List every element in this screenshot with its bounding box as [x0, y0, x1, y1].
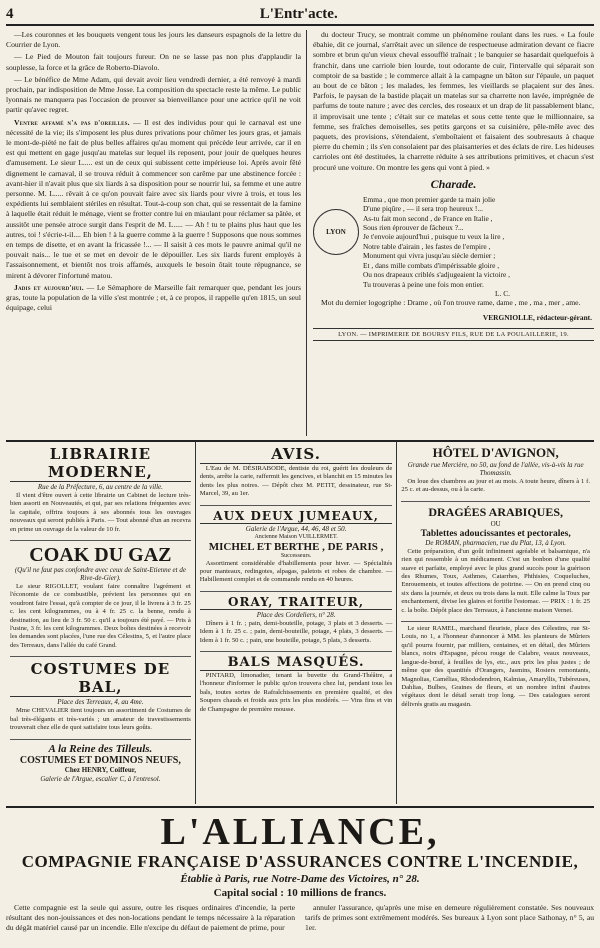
ad-avis — [200, 442, 393, 506]
ad-dragees — [401, 502, 590, 622]
ad-hotel-avignon — [401, 442, 590, 502]
newspaper-page — [6, 4, 594, 940]
ad-text: Assortiment considérable d'habillements pour hiver. — Spécialités pour manteaux, redingotes, alpagas, paletots et robes de chambre. — Habillement complet et de commande rendu en 40 heures. — [199, 559, 393, 584]
ad-text: Chez HENRY, Coiffeur, — [64, 765, 136, 774]
verse-line: Sous rien éprouver de fâcheux ?... — [362, 223, 464, 233]
ad-name: MICHEL ET BERTHE , DE PARIS , — [208, 540, 384, 553]
alliance-title: L'ALLIANCE, — [160, 811, 440, 853]
ad-deux-jumeaux — [200, 506, 393, 592]
ad-ramel — [401, 622, 590, 715]
verse-line: As-tu fait mon second , de France en Italie , — [362, 213, 493, 223]
ad-reine-tilleuls — [10, 740, 191, 788]
ad-text: On loue des chambres au jour et au mois. A toute heure, dîners à 1 f. 25 c. et au-dessus, ou à la carte. — [401, 478, 590, 494]
news-paragraph: — Le Pied de Mouton fait toujours fureur. On ne se lasse pas non plus d'applaudir la souplesse, la force et la grâce de Roberto-Diavolo. — [6, 52, 301, 72]
ad-subtitle: Place des Cordeliers, n° 28. — [256, 610, 336, 619]
ad-text: Cette préparation, d'un goût infiniment agréable et balsamique, n'a rien qui ressemble à un médicament. C'est un bonbon d'une qualité suave et parfaite, employé avec le plus grand succès pour la guérison des Rhumes, Toux, Asthmes, Catarrhes, Phthisies, Coqueluches, Enrouements, et toutes affections de poitrine. — On en prend cinq ou six dans la journée, et deux ou trois dans la nuit. Elle calme la Toux par enchantement, divise les glaires et fortifie l'estomac. — PRIX : 1 fr. 25 c. la boîte. Dépôt place des Terreaux, à l'ancienne maison Vernet. — [401, 547, 590, 614]
advertisements — [6, 440, 594, 804]
ad-text: Le sieur RIGOLLET, voulant faire connaître l'agrément et l'économie de ce combustible, prévient les personnes qui en voudront faire l'essai, qu'à compter de ce jour, il le livrera à 3 fr. 25 c. les cent kilogrammes, ou à 4 fr. 25 c. la benne, rendu à destination, au lieu de 3 fr. 50 c. qu'il a toujours été payé. — Pris à l'usine, 3 fr. les cent kilogrammes. Deux boîtes destinées à recevoir les demandes sont placées, l'une rue des Célestins, 5, et l'autre place des Terreaux, dans l'allée du café Grand. — [10, 583, 191, 649]
ventre-lead: Ventre affamé n'a pas d'oreilles. — [14, 117, 130, 127]
ad-title: BALS MASQUÉS. — [200, 655, 393, 671]
verse-line: Ou nos drapeaux criblés s'adjugeaient la victoire , — [362, 270, 511, 280]
ad-title: AUX DEUX JUMEAUX, — [200, 509, 393, 524]
news-paragraph: — Le bénéfice de Mme Adam, qui devait avoir lieu vendredi dernier, a été renvoyé à mardi prochain, par indisposition de Mme Josse. La composition du spectacle reste la même. Le public lyonnais ne manquera pas l'occasion de prouver sa bienveillance pour une actrice qu'il ne voit partir qu'avec regret. — [6, 74, 301, 115]
ad-subtitle: Place des Terreaux, 4, au 4me. — [57, 698, 144, 707]
page-header — [6, 4, 594, 26]
ads-column-1 — [6, 442, 196, 804]
news-paragraph: —Les couronnes et les bouquets vengent tous les jours les danseurs espagnols de la lettre du Courrier de Lyon. — [6, 30, 301, 50]
city-seal-icon — [313, 209, 359, 255]
ad-or: OU — [490, 519, 501, 528]
logogriphe-answer: Mot du dernier logogriphe : Drame , où l'on trouve rame, dame , me , ma , mer , ame. — [320, 298, 581, 308]
ad-subtitle: (Qu'il ne faut pas confondre avec ceux de Saint-Etienne et de Rive-de-Gier). — [14, 566, 186, 583]
right-column — [307, 30, 594, 436]
ad-title: COAK DU GAZ — [29, 544, 172, 567]
verse-author: L. C. — [495, 288, 511, 298]
ad-oray — [200, 592, 393, 652]
ad-librairie — [10, 442, 191, 541]
ad-subtitle: Galerie de l'Argue, 44, 46, 48 et 50. — [245, 524, 347, 533]
ad-text: Galerie de l'Argue, escalier C, à l'entresol. — [40, 774, 161, 783]
alliance-capital: Capital social : 10 millions de francs. — [213, 887, 387, 899]
verse-line: Emma , que mon premier garde ta main jolie — [362, 194, 496, 204]
ad-text: L'Eau de M. DÉSIRABODE, dentiste du roi, guérit les douleurs de dents, arrête la carie, raffermit les gencives, et blanchit en 15 minutes les dents les plus noires. — Dépôt chez M. PETIT, dessinateur, rue St-Marcel, 39, au 1er. — [199, 465, 393, 498]
verse-line: Notre table d'airain , les fastes de l'empire , — [362, 241, 491, 251]
ad-title: COSTUMES DE BAL, — [10, 660, 191, 697]
jadis-article — [6, 283, 301, 314]
ad-title: HÔTEL D'AVIGNON, — [432, 445, 559, 460]
verse-line: Je t'envoie aujourd'hui , puisque tu veux la lire , — [362, 232, 505, 242]
alliance-advert — [6, 806, 594, 935]
ventre-article — [6, 118, 301, 281]
alliance-body — [6, 903, 594, 935]
ads-column-3 — [397, 442, 594, 804]
ad-title: ORAY, TRAITEUR, — [200, 595, 393, 610]
jadis-lead: Jadis et aujourd'hui. — [14, 282, 84, 292]
ads-column-2 — [196, 442, 398, 804]
page-number: 4 — [6, 5, 14, 22]
verse-line: Monument qui vivra jusqu'au siècle dernier ; — [362, 251, 496, 261]
jadis-text: — Le Sémaphore de Marseille fait remarquer que, pendant les jours gras, toute la population de la ville s'est montrée ; et, à ce propos, il rappelle qu'en 1815, un seul équipage, celui — [6, 282, 301, 313]
ad-text: Le sieur RAMEL, marchand fleuriste, place des Célestins, rue St-Louis, no 1, a l'honneur d'annoncer à MM. les planteurs de Mûriers qu'il pourra fournir, par milliers, centaines, et en détail, des Mûriers blancs, noirs d'Espagne, pécou rouge de Calabre, veaux nouveaux, langue-de-bœuf, à feuilles de lys, etc., aux prix les plus justes ; de même que des quantités d'Orangers, Jasmins, Rosiers remontants, Magnolias, Camélias, Rhododendron, Kalmias, Amaryllis, Tubéreuses, Dahlias, Bulbes, Graines de fleurs, et un nombre infini d'autres végétaux dont le détail serait trop long. — Des catalogues seront délivrés gratis au magasin. — [401, 625, 590, 708]
printer-imprint: LYON. — IMPRIMERIE DE BOURSY FILS, RUE DE LA POULAILLERIE, 19. — [313, 328, 594, 341]
charade-verse — [363, 195, 510, 298]
charade-block — [313, 195, 594, 298]
ad-bals-masques — [200, 652, 393, 720]
ad-text: Mme CHEVALIER tient toujours un assortiment de Costumes de bal très-élégants et très-variés ; un amateur de travestissements trouverait chez elle de quoi satisfaire tous leurs goûts. — [10, 707, 191, 732]
seal-text: LYON — [326, 227, 346, 236]
alliance-address: Établie à Paris, rue Notre-Dame des Victoires, n° 28. — [180, 873, 420, 885]
left-column — [6, 30, 307, 436]
ad-title: A la Reine des Tilleuls. — [48, 742, 153, 755]
ad-name: Tablettes adoucissantes et pectorales, — [420, 528, 571, 539]
ad-subtitle: Rue de la Préfecture, 6, au centre de la ville. — [37, 483, 163, 491]
ad-subtitle: Grande rue Mercière, no 50, au fond de l'allée, vis-à-vis la rue Thomassin. — [407, 461, 584, 477]
ad-note: Successeurs. — [280, 552, 312, 559]
page-title: L'Entr'acte. — [259, 5, 338, 22]
verse-line: D'une piqûre , — il sera trop heureux !... — [362, 204, 483, 214]
ad-note: Ancienne Maison VUILLERMET. — [254, 533, 338, 540]
charade-heading: Charade. — [430, 176, 477, 191]
ad-text: Il vient d'être ouvert à cette librairie un Cabinet de lecture très-bien assorti en Nouveautés, et qui, par ses relations fréquentes avec la capitale, offrira toujours à ses abonnés tous les ouvrages nouveaux qui seront publiés à Paris. — Tout abonné d'un an recevra en prime un ouvrage de la valeur de 10 fr. — [10, 492, 191, 533]
ad-title: LIBRAIRIE MODERNE, — [10, 445, 191, 482]
editorial-section — [6, 30, 594, 436]
ad-text: PINTARD, limonadier, tenant la buvette du Grand-Théâtre, a l'honneur d'informer le public qu'on trouvera chez lui, pendant tous les bals, toutes sortes de Rafraîchissements en première qualité, et des Soupers chauds et froids aux prix les plus modérés. — Vins fins et vin de Champagne de première mousse. — [199, 672, 393, 713]
ventre-text: — Il est des individus pour qui le carnaval est une nécessité de la vie; ils s'imposent les plus dures privations pour chômer les jours gras, et jamais le mont-de-piété ne fait de plus belles affaires qu'au moment qui précède leur arrivée, car il en est qui mettent en gage jusqu'au matelas sur lequel ils reposent, pour jouir de quelques heures d'amusement. Le sieur L..... est un de ceux qui subissent cette impérieuse loi. Après avoir fêté dignement le carnaval, il se trouva réduit à commencer son carême par une abstinence forcée : avant-hier il n'avait plus que six liards à sa disposition pour se nourrir lui, sa femme et une autre personne. M. L..... rêvait à ce qu'on pouvait faire avec six liards pour vivre à trois, et tous les expédients lui semblaient stériles en résultat. Tout-à-coup son chat, qui se ressentait de la famine à laquelle était réduit le ménage, vient se frotter contre lui en miaulant pour réclamer sa pâtée, et aussitôt une pensée atroce surgit dans l'esprit de M. L..... — Ah ! tu te plains plus haut que les autres, toi ! s'écrie-t-il.... Eh bien ! à la guerre comme à la guerre ! Supposons que nous sommes en temps de disette, et en avant la fricassée !... — Il saisit à ces mots le pauvre animal qu'il ne pouvait nais... le tue et se met en devoir de le dépouiller. Les six liards furent employés à l'assaisonnement, et bientôt nos trois affamés, auxquels le besoin ôtait toute répugnance, se mirent à dévorer l'infortuné matou. — [6, 117, 301, 280]
alliance-subtitle: COMPAGNIE FRANÇAISE D'ASSURANCES CONTRE L'INCENDIE, — [21, 852, 579, 871]
ad-costumes — [10, 657, 191, 739]
verse-line: Et , dans mille combats d'impérissable gloire , — [362, 260, 500, 270]
ad-text: Dîners à 1 fr. ; pain, demi-bouteille, potage, 3 plats et 3 desserts. — Idem à 1 fr. 25 c. ; pain, demi-bouteille, potage, 4 plats, 3 desserts. — Idem à 1 fr. 50 c. ; pain, une bouteille, potage, 5 plats, 3 desserts. — [199, 619, 393, 644]
verse-line: Tu trouveras à peine une fois mon entier. — [362, 279, 484, 289]
ad-subtitle: De ROMAN, pharmacien, rue du Plat, 13, à Lyon. — [425, 538, 567, 547]
ad-title: AVIS. — [200, 445, 393, 464]
ad-subtitle: COSTUMES ET DOMINOS NEUFS, — [19, 754, 181, 766]
news-paragraph: du docteur Trucy, se montrait comme un phénomène roulant dans les rues. « La foule ébahie, dit ce journal, s'arrêtait avec un silence de respectueuse admiration devant ce fiacre sombre et brun qu'un vieux cheval essoufflé traînait ; le banquier se hasardait quelquefois à franchir, dans une carriole bien lourde, tout odorante de cuir, l'intervalle qui séparait son comptoir de sa bastide ; le commerce allait à la campagne un bâton sur l'épaule, un paquet au bout de ce bâton ; les malades, les femmes, les vieillards se plaçaient sur des ânes. Parfois, le paysan de la bastide plaçait un matelas sur sa charrette non lavée, imprégnée de parfums de toute nature ; avec des cercles, des roseaux et un drap de lit passablement blanc, il improvisait une tente ; c'était sur ce matelas et sous cette tente que le millionnaire, sa femme, ses fraîches demoiselles, ses petits garçons et sa cuisinière, pêle-mêle avec des paquets, des provisions, s'étendaient, s'emboîtaient et faisaient des soubresauts à chaque pierre du chemin ; ils s'en consolaient par des plaisanteries et des éclats de rire. Les hideuses carrioles ont été destituées, la charrette réduite à ses attributions primitives, et chacun s'est procuré une voiture. On montre les gens qui vont à pied. » — [312, 30, 594, 172]
alliance-text-right: annuler l'assurance, qu'après une mise en demeure régulièrement constatée. Ses nouveaux tarifs de primes sont extrêmement modérés. Ses bureaux à Lyon sont place Sathonay, n° 5, au 1er. — [305, 903, 594, 932]
editor-signature: VERGNIOLLE, rédacteur-gérant. — [482, 312, 592, 322]
alliance-text-left: Cette compagnie est la seule qui assure, outre les risques ordinaires d'incendie, la perte résultant des non-jouissances et des non-locations pendant le temps nécessaire à la réparation du dégât matériel causé par un incendie. Elle n'excipe du défaut de paiement de prime, pour — [6, 903, 295, 932]
ad-title: DRAGÉES ARABIQUES, — [428, 504, 564, 519]
ad-coak — [10, 541, 191, 657]
